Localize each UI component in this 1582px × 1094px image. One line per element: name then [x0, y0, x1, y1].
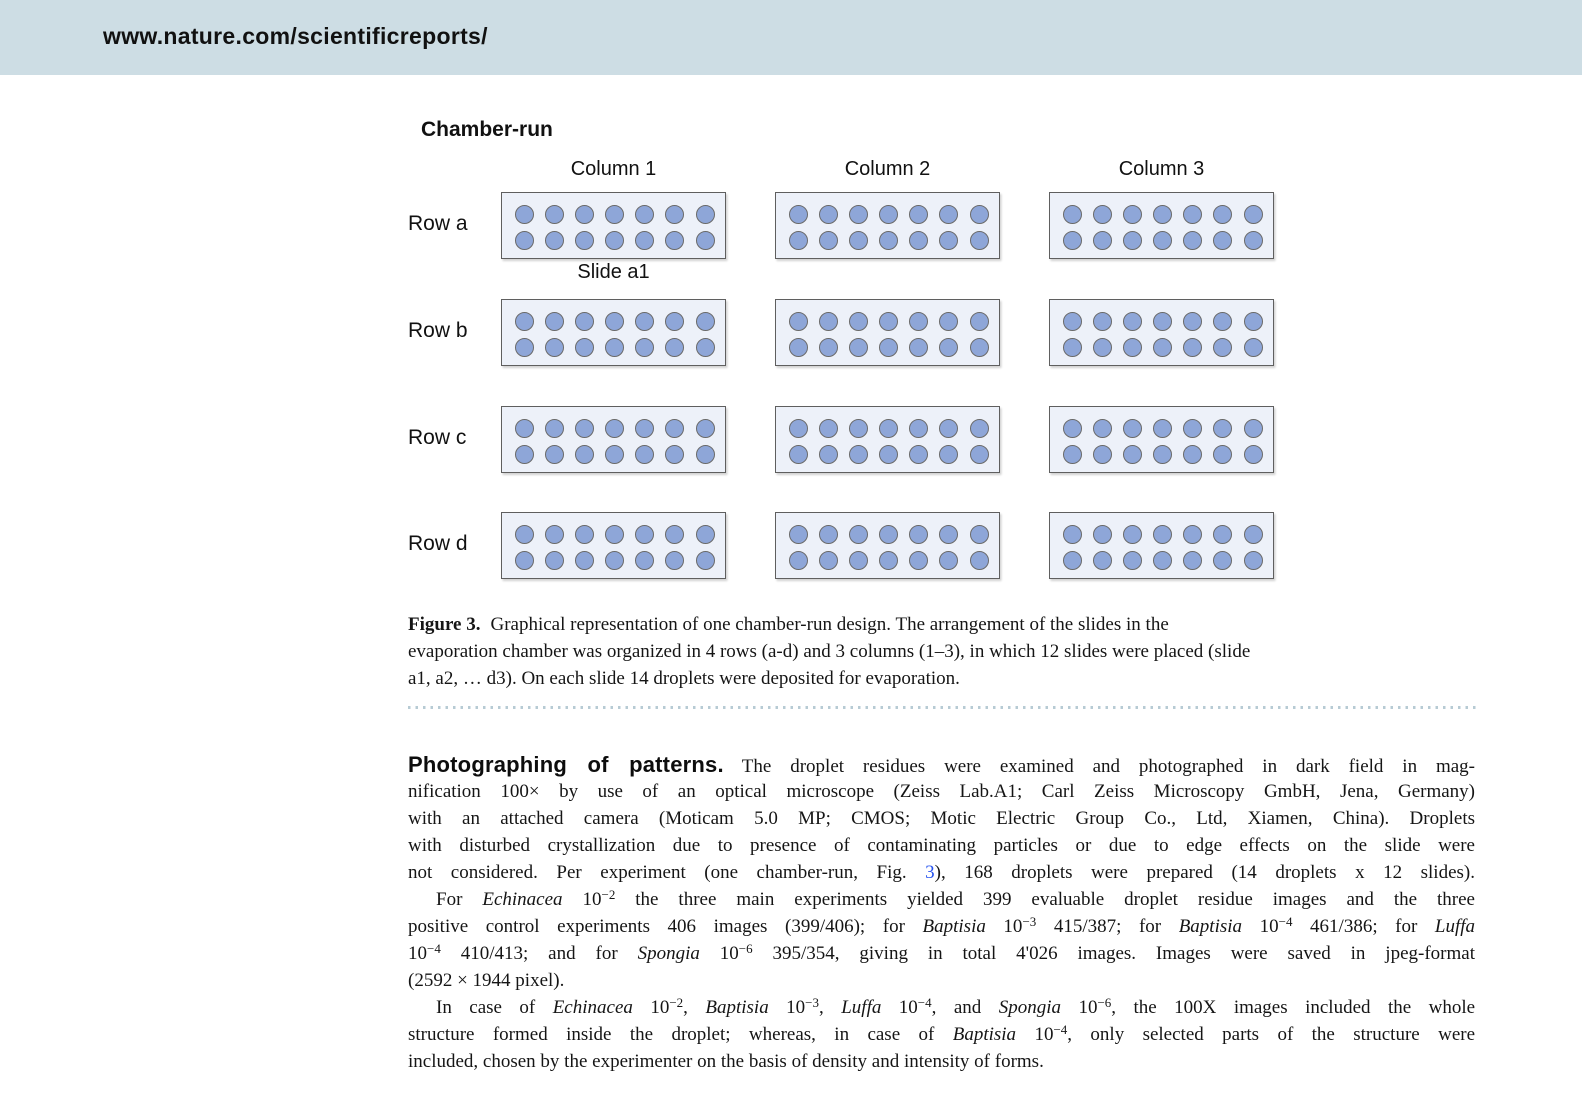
droplet-dot [1183, 445, 1202, 464]
text-span: a1, a2, … d3). On each slide 14 droplets were deposited for evaporation. [408, 668, 960, 689]
droplet-dot [879, 312, 898, 331]
droplet-dot [789, 312, 808, 331]
text-span: −3 [1022, 914, 1037, 929]
text-span: The droplet residues were examined and photographed in dark field in mag- [741, 756, 1476, 777]
droplet-dot [939, 525, 958, 544]
text-span: 461/386; for [1292, 916, 1435, 937]
droplet-dot [605, 205, 624, 224]
droplet-dot [849, 205, 868, 224]
row-label-b: Row b [408, 319, 468, 342]
droplet-dot [1063, 231, 1082, 250]
droplet-dot [575, 231, 594, 250]
text-span: , [683, 997, 706, 1018]
text-line-10 [408, 994, 1475, 1021]
slide-a1-label: Slide a1 [577, 261, 650, 283]
droplet-dot [970, 338, 989, 357]
column-header-2: Column 2 [844, 158, 931, 180]
figure-title: Chamber-run [421, 118, 553, 141]
droplet-dot [1123, 419, 1142, 438]
droplet-dot [1213, 551, 1232, 570]
text-span: 10 [632, 997, 670, 1018]
droplet-dot [1213, 445, 1232, 464]
text-span: 10 [1061, 997, 1098, 1018]
droplet-dot [545, 525, 564, 544]
droplet-dot [1153, 205, 1172, 224]
droplet-dot [696, 419, 715, 438]
droplet-dot [879, 419, 898, 438]
droplet-dot [1123, 445, 1142, 464]
droplet-dot [545, 231, 564, 250]
droplet-dot [545, 338, 564, 357]
text-span: Luffa [1434, 916, 1476, 937]
text-span: −4 [1053, 1022, 1068, 1037]
text-span: Spongia [998, 997, 1061, 1018]
figure-caption [408, 611, 1475, 692]
text-span: 10 [1242, 916, 1279, 937]
droplet-dot [1093, 312, 1112, 331]
droplet-dot [696, 338, 715, 357]
droplet-dot [1244, 312, 1263, 331]
text-span: −4 [427, 941, 441, 956]
droplet-dot [515, 312, 534, 331]
droplet-dot [575, 205, 594, 224]
text-span: 415/387; for [1036, 916, 1179, 937]
droplet-dot [545, 419, 564, 438]
droplet-dot [545, 205, 564, 224]
text-line-6 [408, 886, 1475, 913]
text-span: , and [931, 997, 999, 1018]
text-span: nification 100× by use of an optical microscope (Zeiss Lab.A1; Carl Zeiss Microscopy GmbH, Jena, Germany) [408, 781, 1475, 802]
droplet-dot [1063, 445, 1082, 464]
column-header-3: Column 3 [1118, 158, 1205, 180]
droplet-dot [879, 338, 898, 357]
droplet-dot [635, 551, 654, 570]
droplet-dot [1153, 338, 1172, 357]
droplet-dot [1213, 525, 1232, 544]
droplet-dot [1153, 419, 1172, 438]
droplet-dot [696, 312, 715, 331]
droplet-dot [1093, 205, 1112, 224]
text-span: with disturbed crystallization due to presence of contaminating particles or due to edge effects on the slide were [408, 835, 1475, 856]
droplet-dot [665, 525, 684, 544]
droplet-dot [665, 419, 684, 438]
row-label-c: Row c [408, 426, 467, 449]
droplet-dot [696, 205, 715, 224]
droplet-dot [909, 445, 928, 464]
droplet-dot [635, 445, 654, 464]
droplet-dot [575, 338, 594, 357]
droplet-dot [1183, 525, 1202, 544]
droplet-dot [635, 525, 654, 544]
droplet-dot [605, 338, 624, 357]
slide-d1 [501, 512, 726, 579]
droplet-dot [665, 445, 684, 464]
droplet-dot [545, 445, 564, 464]
droplet-dot [665, 231, 684, 250]
droplet-dot [1183, 231, 1202, 250]
droplet-dot [1213, 338, 1232, 357]
text-span: not considered. Per experiment (one chamber-run, Fig. [408, 862, 926, 883]
droplet-dot [605, 419, 624, 438]
droplet-dot [1093, 338, 1112, 357]
text-span: 410/413; and for [440, 943, 638, 964]
slide-c3 [1049, 406, 1274, 473]
slide-c1 [501, 406, 726, 473]
droplet-dot [849, 551, 868, 570]
slide-b1 [501, 299, 726, 366]
droplet-dot [1213, 231, 1232, 250]
droplet-dot [909, 312, 928, 331]
droplet-dot [819, 338, 838, 357]
text-span: Baptisia [705, 997, 769, 1018]
text-span: 10 [1016, 1024, 1054, 1045]
text-span: −3 [805, 995, 820, 1010]
text-span: 10 [408, 943, 427, 964]
droplet-dot [1123, 525, 1142, 544]
droplet-dot [515, 551, 534, 570]
text-span: Echinacea [552, 997, 633, 1018]
droplet-dot [939, 338, 958, 357]
droplet-dot [849, 338, 868, 357]
droplet-dot [1213, 419, 1232, 438]
droplet-dot [1093, 525, 1112, 544]
text-span: ), 168 droplets were prepared (14 droplets x 12 slides). [934, 862, 1475, 883]
droplet-dot [789, 445, 808, 464]
droplet-dot [970, 419, 989, 438]
text-span: 395/354, giving in total 4'026 images. Images were saved in jpeg-format [752, 943, 1475, 964]
text-span: , [819, 997, 842, 1018]
droplet-dot [665, 338, 684, 357]
droplet-dot [789, 205, 808, 224]
droplet-dot [819, 205, 838, 224]
text-span: positive control experiments 406 images (399/406); for [408, 916, 923, 937]
droplet-dot [1244, 231, 1263, 250]
row-label-d: Row d [408, 532, 468, 555]
text-span: structure formed inside the droplet; whereas, in case of [408, 1024, 953, 1045]
caption-line-2 [408, 638, 1475, 665]
text-span: −2 [601, 887, 616, 902]
droplet-dot [1093, 445, 1112, 464]
text-line-12 [408, 1048, 1475, 1075]
droplet-dot [939, 551, 958, 570]
droplet-dot [575, 312, 594, 331]
droplet-dot [575, 419, 594, 438]
droplet-dot [909, 231, 928, 250]
caption-line-1 [408, 611, 1475, 638]
droplet-dot [970, 445, 989, 464]
text-line-1 [408, 751, 1475, 778]
droplet-dot [1244, 525, 1263, 544]
section-heading: Photographing of patterns. [408, 752, 724, 777]
droplet-dot [605, 445, 624, 464]
droplet-dot [789, 525, 808, 544]
text-span: −2 [669, 995, 684, 1010]
text-line-9 [408, 967, 1475, 994]
droplet-dot [939, 231, 958, 250]
droplet-dot [515, 205, 534, 224]
droplet-dot [696, 445, 715, 464]
droplet-dot [819, 231, 838, 250]
droplet-dot [1153, 445, 1172, 464]
droplet-dot [696, 525, 715, 544]
droplet-dot [515, 525, 534, 544]
droplet-dot [545, 312, 564, 331]
droplet-dot [1063, 525, 1082, 544]
slide-c2 [775, 406, 1000, 473]
droplet-dot [1063, 338, 1082, 357]
text-span: Graphical representation of one chamber-run design. The arrangement of the slides in the [490, 614, 1169, 635]
droplet-dot [939, 312, 958, 331]
figure-3-link[interactable]: 3 [925, 862, 935, 883]
droplet-dot [665, 551, 684, 570]
droplet-dot [1063, 551, 1082, 570]
droplet-dot [1123, 231, 1142, 250]
text-span: Echinacea [482, 889, 563, 910]
text-span: Baptisia [922, 916, 986, 937]
droplet-dot [849, 525, 868, 544]
droplet-dot [970, 551, 989, 570]
droplet-dot [1063, 205, 1082, 224]
droplet-dot [515, 231, 534, 250]
droplet-dot [1093, 419, 1112, 438]
text-span: For [436, 889, 483, 910]
caption-line-3 [408, 665, 1475, 692]
droplet-dot [819, 419, 838, 438]
droplet-dot [515, 419, 534, 438]
text-span: Figure 3. [408, 614, 481, 635]
droplet-dot [605, 231, 624, 250]
droplet-dot [605, 551, 624, 570]
droplet-dot [1244, 551, 1263, 570]
droplet-dot [879, 525, 898, 544]
droplet-dot [665, 205, 684, 224]
droplet-dot [1183, 338, 1202, 357]
header-bar [0, 0, 1582, 75]
text-span: 10 [699, 943, 739, 964]
row-label-a: Row a [408, 212, 468, 235]
droplet-dot [909, 551, 928, 570]
droplet-dot [635, 231, 654, 250]
text-span: 10 [768, 997, 806, 1018]
slide-b2 [775, 299, 1000, 366]
droplet-dot [545, 551, 564, 570]
slide-a2 [775, 192, 1000, 259]
droplet-dot [1153, 312, 1172, 331]
droplet-dot [635, 338, 654, 357]
section-divider [408, 706, 1477, 709]
droplet-dot [1123, 338, 1142, 357]
column-header-1: Column 1 [570, 158, 657, 180]
journal-url: www.nature.com/scientificreports/ [103, 23, 488, 49]
droplet-dot [1244, 419, 1263, 438]
droplet-dot [1244, 445, 1263, 464]
droplet-dot [970, 525, 989, 544]
droplet-dot [1213, 312, 1232, 331]
text-span: 10 [562, 889, 602, 910]
text-span: −4 [1278, 914, 1293, 929]
droplet-dot [970, 205, 989, 224]
droplet-dot [1093, 231, 1112, 250]
droplet-dot [1183, 551, 1202, 570]
droplet-dot [515, 445, 534, 464]
text-span: Spongia [637, 943, 700, 964]
text-line-5 [408, 859, 1475, 886]
text-span: included, chosen by the experimenter on the basis of density and intensity of forms. [408, 1051, 1044, 1072]
droplet-dot [879, 445, 898, 464]
droplet-dot [849, 312, 868, 331]
droplet-dot [665, 312, 684, 331]
droplet-dot [1183, 205, 1202, 224]
droplet-dot [879, 231, 898, 250]
text-span: (2592 × 1944 pixel). [408, 970, 565, 991]
droplet-dot [879, 551, 898, 570]
text-span: −6 [1097, 995, 1112, 1010]
slide-d2 [775, 512, 1000, 579]
droplet-dot [605, 312, 624, 331]
droplet-dot [696, 551, 715, 570]
droplet-dot [909, 525, 928, 544]
droplet-dot [605, 525, 624, 544]
text-span: 10 [985, 916, 1023, 937]
droplet-dot [1183, 312, 1202, 331]
slide-d3 [1049, 512, 1274, 579]
text-span: 10 [881, 997, 918, 1018]
droplet-dot [1123, 205, 1142, 224]
droplet-dot [1063, 419, 1082, 438]
text-span: −6 [738, 941, 753, 956]
droplet-dot [1213, 205, 1232, 224]
text-span: evaporation chamber was organized in 4 rows (a-d) and 3 columns (1–3), in which 12 slides were placed (slide [408, 641, 1251, 662]
droplet-dot [575, 525, 594, 544]
droplet-dot [849, 445, 868, 464]
droplet-dot [789, 551, 808, 570]
droplet-dot [1153, 231, 1172, 250]
text-span: the three main experiments yielded 399 evaluable droplet residue images and the three [615, 889, 1475, 910]
droplet-dot [819, 551, 838, 570]
droplet-dot [789, 338, 808, 357]
droplet-dot [819, 525, 838, 544]
droplet-dot [939, 205, 958, 224]
slide-b3 [1049, 299, 1274, 366]
slide-a1 [501, 192, 726, 259]
droplet-dot [575, 551, 594, 570]
text-span: , the 100X images included the whole [1111, 997, 1476, 1018]
droplet-dot [789, 419, 808, 438]
droplet-dot [1244, 205, 1263, 224]
slide-a3 [1049, 192, 1274, 259]
droplet-dot [575, 445, 594, 464]
droplet-dot [939, 445, 958, 464]
text-span: , only selected parts of the structure were [1067, 1024, 1476, 1045]
droplet-dot [909, 338, 928, 357]
droplet-dot [515, 338, 534, 357]
droplet-dot [819, 445, 838, 464]
text-line-2 [408, 778, 1475, 805]
droplet-dot [635, 419, 654, 438]
text-line-7 [408, 913, 1475, 940]
droplet-dot [879, 205, 898, 224]
droplet-dot [789, 231, 808, 250]
droplet-dot [909, 205, 928, 224]
text-span: Baptisia [1178, 916, 1243, 937]
text-span: −4 [917, 995, 932, 1010]
text-line-8 [408, 940, 1475, 967]
text-line-4 [408, 832, 1475, 859]
droplet-dot [1063, 312, 1082, 331]
droplet-dot [909, 419, 928, 438]
droplet-dot [1123, 312, 1142, 331]
text-span: Luffa [841, 997, 882, 1018]
droplet-dot [1123, 551, 1142, 570]
text-span: with an attached camera (Moticam 5.0 MP; CMOS; Motic Electric Group Co., Ltd, Xiamen, China). Droplets [408, 808, 1475, 829]
droplet-dot [1153, 525, 1172, 544]
droplet-dot [635, 205, 654, 224]
droplet-dot [696, 231, 715, 250]
droplet-dot [1153, 551, 1172, 570]
droplet-dot [1244, 338, 1263, 357]
droplet-dot [819, 312, 838, 331]
text-span: Baptisia [952, 1024, 1017, 1045]
droplet-dot [939, 419, 958, 438]
droplet-dot [970, 312, 989, 331]
text-line-11 [408, 1021, 1475, 1048]
droplet-dot [849, 419, 868, 438]
text-span: In case of [436, 997, 553, 1018]
droplet-dot [635, 312, 654, 331]
droplet-dot [849, 231, 868, 250]
droplet-dot [1093, 551, 1112, 570]
droplet-dot [970, 231, 989, 250]
droplet-dot [1183, 419, 1202, 438]
body-text [408, 751, 1475, 1075]
text-line-3 [408, 805, 1475, 832]
